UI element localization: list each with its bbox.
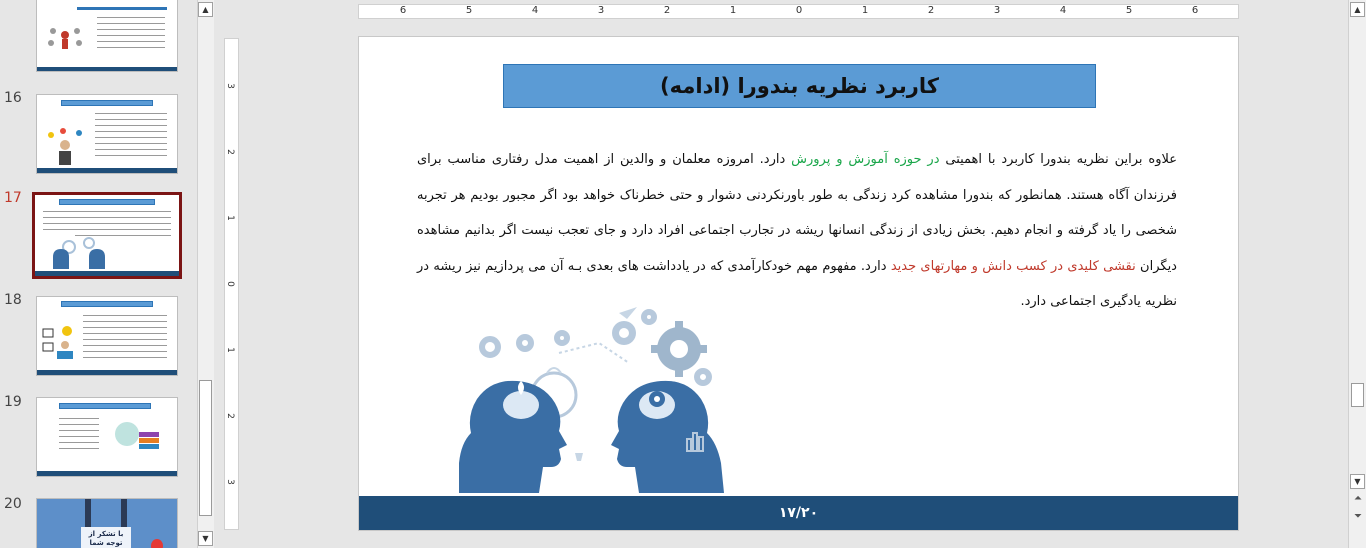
- body-text-part-1: علاوه براین نظریه بندورا کاربرد با اهمیتی: [939, 152, 1177, 167]
- thank-you-sign: با تشکر از توجه شما: [81, 527, 131, 548]
- scroll-up-button[interactable]: ▲: [198, 2, 213, 17]
- slide-number-18: 18: [4, 292, 22, 308]
- body-text-part-2: دارد. امروزه معلمان و والدین از اهمیت مدل رفتاری مناسب برای فرزندان آگاه هستند. همانطور که بندورا مشاهده کرد زندگی به طور باورنکردنی دشوار و حتی خطرناک خواهد بود اگر مجبور بودیم هر تجربه شخصی را یاد گرفته و انجام دهیم. بخش زیادی از زندگی انسانها ریشه در تجارب اجتماعی افراد دارد و جای تعجب نیست اگر بدانیم مشاهده دیگران: [417, 152, 1177, 274]
- slide-thumbnail-20[interactable]: [36, 498, 178, 548]
- horizontal-ruler: 6 5 4 3 2 1 0 1 2 3 4 5 6: [358, 4, 1239, 19]
- scroll-thumb[interactable]: [199, 380, 212, 516]
- slide-footer: [359, 496, 1238, 530]
- slide-thumbnail-16[interactable]: [36, 94, 178, 174]
- checklist-person-icon: [41, 323, 79, 363]
- slide-number-20: 20: [4, 496, 22, 512]
- heads-gears-mini-icon: [49, 235, 109, 269]
- previous-slide-icon[interactable]: ⏶: [1354, 492, 1362, 504]
- slide-number-16: 16: [4, 90, 22, 106]
- slide-title: کاربرد نظریه بندورا (ادامه): [660, 74, 939, 98]
- editor-scroll-down-button[interactable]: ▼: [1350, 474, 1365, 489]
- body-text-part-3: دارد. مفهوم مهم خودکارآمدی که در یادداشت های بعدی بـه آن می پردازیم نیز ریشه در نظریه یادگیری اجتماعی دارد.: [417, 258, 1177, 309]
- slide-canvas[interactable]: [358, 36, 1239, 531]
- slide-thumbnail-17-selected[interactable]: [32, 192, 182, 279]
- editor-scroll-thumb[interactable]: [1351, 383, 1364, 407]
- books-illustration-icon: [109, 420, 165, 454]
- scroll-down-button[interactable]: ▼: [198, 531, 213, 546]
- thumbnail-scrollbar[interactable]: [197, 0, 214, 548]
- editor-scroll-up-button[interactable]: ▲: [1350, 2, 1365, 17]
- slide-number-19: 19: [4, 394, 22, 410]
- slide-body-text[interactable]: [417, 142, 1177, 320]
- slide-title-box[interactable]: [503, 64, 1096, 108]
- slide-thumbnail-15[interactable]: [36, 0, 178, 72]
- people-network-icon: [45, 23, 85, 51]
- slide-thumbnail-19[interactable]: [36, 397, 178, 477]
- slide-thumbnail-pane: [0, 0, 196, 548]
- body-text-red-highlight: نقشی کلیدی در کسب دانش و مهارتهای جدید: [890, 258, 1136, 274]
- slide-number-17: 17: [4, 190, 22, 206]
- slide-page-number: ۱۷/۲۰: [778, 505, 819, 521]
- heads-with-gears-illustration: [459, 303, 724, 493]
- next-slide-icon[interactable]: ⏷: [1354, 510, 1362, 522]
- vertical-ruler: 3 2 1 0 1 2 3: [224, 38, 239, 530]
- slide-thumbnail-18[interactable]: [36, 296, 178, 376]
- juggling-person-icon: [43, 127, 87, 167]
- editor-scrollbar[interactable]: [1348, 0, 1366, 548]
- body-text-green-highlight: در حوزه آموزش و پرورش: [791, 152, 940, 167]
